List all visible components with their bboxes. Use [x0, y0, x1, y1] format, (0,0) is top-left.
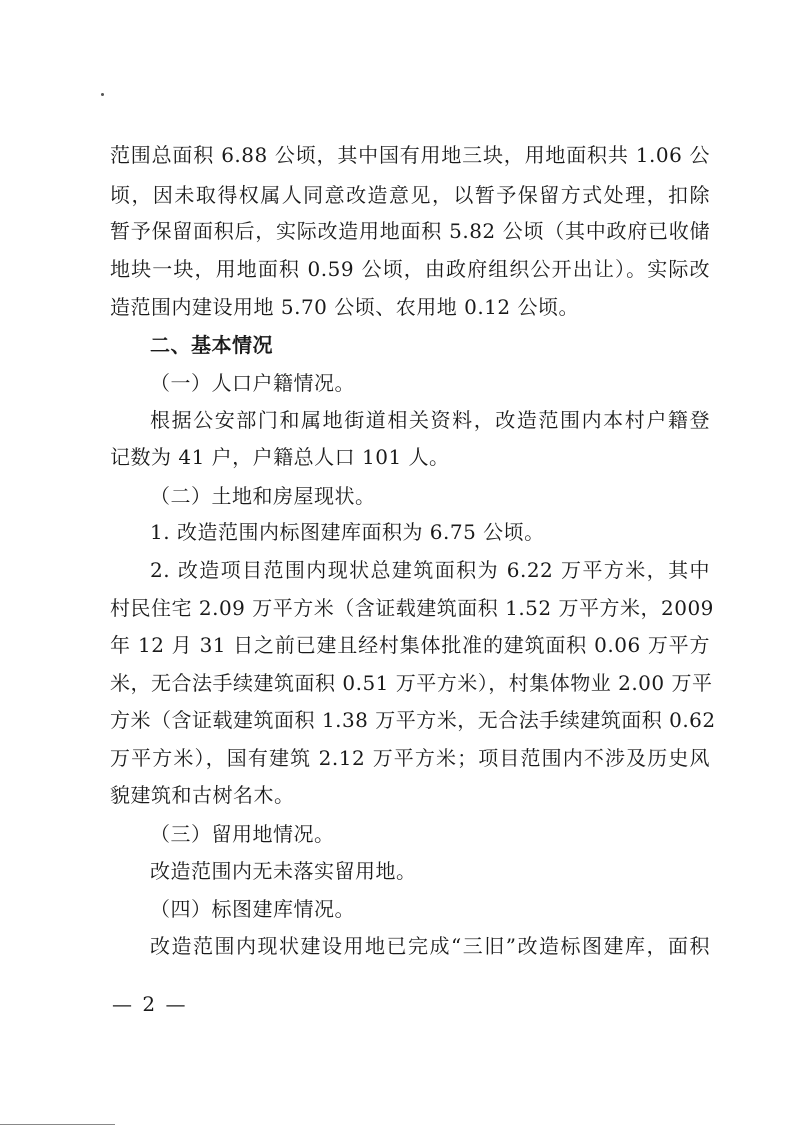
paragraph-line: 顷，因未取得权属人同意改造意见，以暂予保留方式处理，扣除 [110, 183, 710, 207]
paragraph-line: 2. 改造项目范围内现状总建筑面积为 6.22 万平方米，其中 [150, 558, 710, 582]
page-number: — 2 — [112, 992, 188, 1016]
paragraph-line: 暂予保留面积后，实际改造用地面积 5.82 公顷（其中政府已收储 [110, 219, 710, 243]
paragraph-line: 地块一块，用地面积 0.59 公顷，由政府组织公开出让）。实际改 [110, 257, 710, 281]
paragraph-line: 1. 改造范围内标图建库面积为 6.75 公顷。 [150, 520, 545, 544]
paragraph-line: 改造范围内无未落实留用地。 [150, 859, 417, 883]
scan-speck [101, 93, 104, 96]
subsection-heading: （三）留用地情况。 [150, 822, 335, 846]
paragraph-line: 村民住宅 2.09 万平方米（含证载建筑面积 1.52 万平方米，2009 [110, 596, 714, 620]
subsection-heading: （二）土地和房屋现状。 [150, 484, 376, 508]
subsection-heading: （一）人口户籍情况。 [150, 371, 355, 395]
scan-edge-rule [0, 1124, 115, 1125]
paragraph-line: 改造范围内现状建设用地已完成“三旧”改造标图建库，面积 [150, 934, 710, 958]
paragraph-line: 根据公安部门和属地街道相关资料，改造范围内本村户籍登 [150, 408, 710, 432]
subsection-heading: （四）标图建库情况。 [150, 897, 355, 921]
paragraph-line: 造范围内建设用地 5.70 公顷、农用地 0.12 公顷。 [110, 295, 579, 319]
paragraph-line: 范围总面积 6.88 公顷，其中国有用地三块，用地面积共 1.06 公 [110, 143, 710, 167]
paragraph-line: 米，无合法手续建筑面积 0.51 万平方米），村集体物业 2.00 万平 [110, 671, 713, 695]
paragraph-line: 年 12 月 31 日之前已建且经村集体批准的建筑面积 0.06 万平方 [110, 633, 710, 657]
paragraph-line: 万平方米），国有建筑 2.12 万平方米；项目范围内不涉及历史风 [110, 746, 710, 770]
paragraph-line: 记数为 41 户，户籍总人口 101 人。 [110, 445, 450, 469]
paragraph-line: 方米（含证载建筑面积 1.38 万平方米，无合法手续建筑面积 0.62 [110, 708, 716, 732]
paragraph-line: 貌建筑和古树名木。 [110, 783, 295, 807]
section-heading: 二、基本情况 [150, 333, 273, 357]
